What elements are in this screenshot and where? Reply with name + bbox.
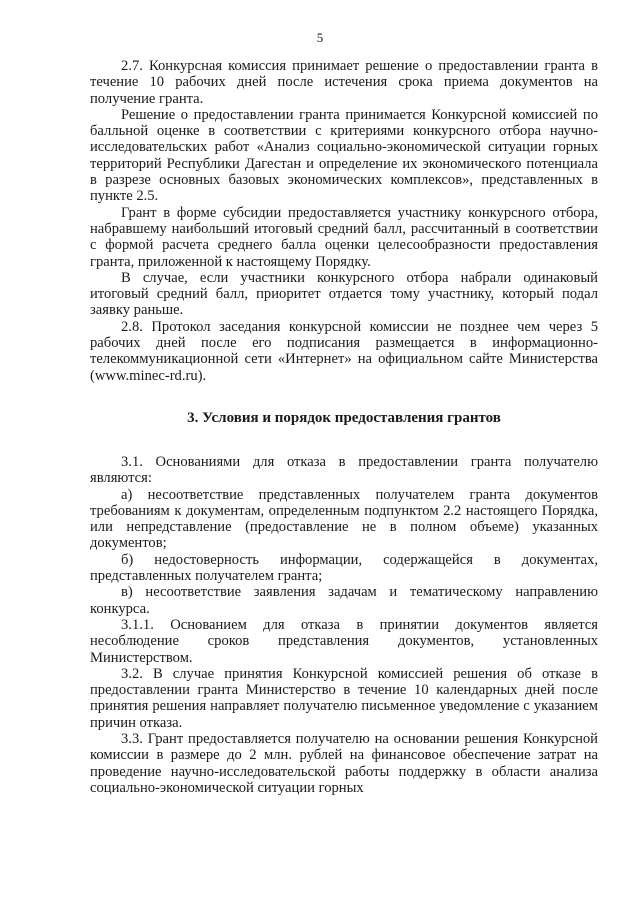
paragraph-3-2: 3.2. В случае принятия Конкурсной комиссией решения об отказе в предоставлении гранта Министерство в течение 10 календарных дней после принятия решения направляет получателю письменное уведомление с указанием причин отказа. bbox=[90, 665, 598, 731]
page-number: 5 bbox=[316, 30, 324, 45]
paragraph-3-1-1: 3.1.1. Основанием для отказа в принятии документов является несоблюдение сроков представления документов, установленных Министерством. bbox=[90, 616, 598, 666]
section-3-heading: 3. Условия и порядок предоставления грантов bbox=[187, 409, 501, 426]
paragraph-2-7: 2.7. Конкурсная комиссия принимает решение о предоставлении гранта в течение 10 рабочих дней после истечения срока приема документов на получение гранта. bbox=[90, 58, 598, 107]
paragraph-decision-scoring: Решение о предоставлении гранта принимается Конкурсной комиссией по балльной оценке в соответствии с критериями конкурсного отбора научно-исследовательских работ «Анализ социально-экономической ситуации горных территорий Республики Дагестан и определение их экономического потенциала в разрезе основных базовых экономических комплексов», представленных в пункте 2.5. bbox=[90, 106, 598, 205]
document-body bbox=[90, 58, 598, 796]
paragraph-3-1: 3.1. Основаниями для отказа в предоставлении гранта получателю являются: bbox=[90, 453, 598, 487]
paragraph-equal-score: В случае, если участники конкурсного отбора набрали одинаковый итоговый средний балл, приоритет отдается тому участнику, который подал заявку раньше. bbox=[90, 269, 598, 319]
list-item-a: а) несоответствие представленных получателем гранта документов требованиям к документам, определенным подпунктом 2.2 настоящего Порядка, или непредставление (предоставление не в полном объеме) указанных документов; bbox=[90, 486, 598, 552]
list-item-v: в) несоответствие заявления задачам и тематическому направлению конкурса. bbox=[90, 584, 598, 617]
paragraph-2-8: 2.8. Протокол заседания конкурсной комиссии не позднее чем через 5 рабочих дней после его подписания размещается в информационно-телекоммуникационной сети «Интернет» на официальном сайте Министерства (www.minec-rd.ru). bbox=[90, 318, 598, 384]
paragraph-grant-subsidy: Грант в форме субсидии предоставляется участнику конкурсного отбора, набравшему наибольший итоговый средний балл, рассчитанный в соответствии с формой расчета среднего балла оценки целесообразности предоставления гранта, приложенной к настоящему Порядку. bbox=[90, 204, 598, 270]
paragraph-3-3: 3.3. Грант предоставляется получателю на основании решения Конкурсной комиссии в размере до 2 млн. рублей на финансовое обеспечение затрат на проведение научно-исследовательской работы поддержку в области анализа социально-экономической ситуации горных bbox=[90, 730, 598, 796]
list-item-b: б) недостоверность информации, содержащейся в документах, представленных получателем гранта; bbox=[90, 551, 598, 585]
